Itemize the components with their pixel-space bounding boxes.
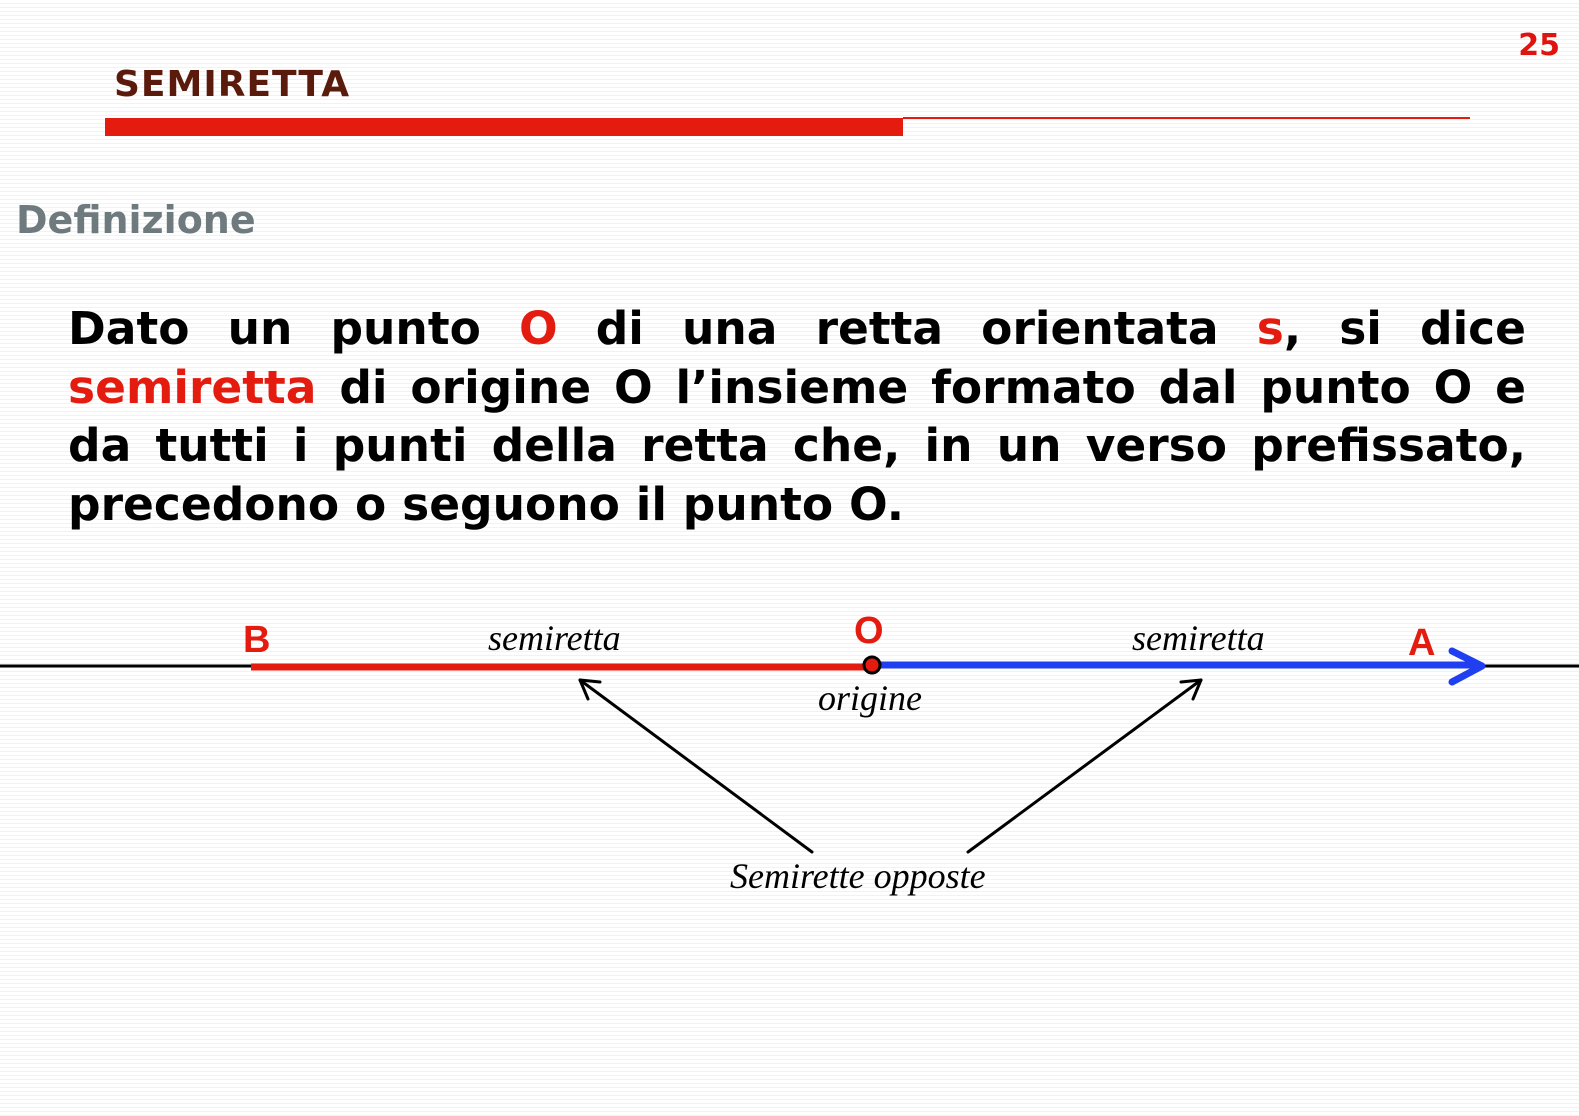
definition-part: , si dice bbox=[1283, 302, 1527, 355]
origin-label: origine bbox=[818, 678, 922, 718]
pointer-arrow-left bbox=[580, 680, 812, 852]
left-ray-label: semiretta bbox=[488, 618, 621, 658]
point-b-label: B bbox=[243, 619, 271, 661]
point-a-label: A bbox=[1408, 622, 1436, 664]
slide-title: SEMIRETTA bbox=[114, 64, 351, 105]
section-label: Definizione bbox=[16, 198, 256, 242]
definition-highlight-line: s bbox=[1256, 302, 1284, 355]
definition-part: di una retta orientata bbox=[557, 302, 1257, 355]
point-o-label: O bbox=[854, 610, 884, 652]
right-ray-label: semiretta bbox=[1132, 618, 1265, 658]
definition-part: di origine O l’insieme formato dal punto O e da tutti i punti della retta che, in un verso prefissato, precedono o seguono il punto O. bbox=[68, 360, 1526, 531]
caption-label: Semirette opposte bbox=[730, 856, 986, 896]
pointer-arrow-right bbox=[968, 680, 1201, 852]
definition-highlight-term: semiretta bbox=[68, 360, 317, 414]
definition-highlight-point: O bbox=[518, 302, 558, 355]
page-number: 25 bbox=[1518, 28, 1560, 63]
origin-point bbox=[864, 657, 880, 673]
definition-part: Dato un punto bbox=[68, 302, 519, 355]
